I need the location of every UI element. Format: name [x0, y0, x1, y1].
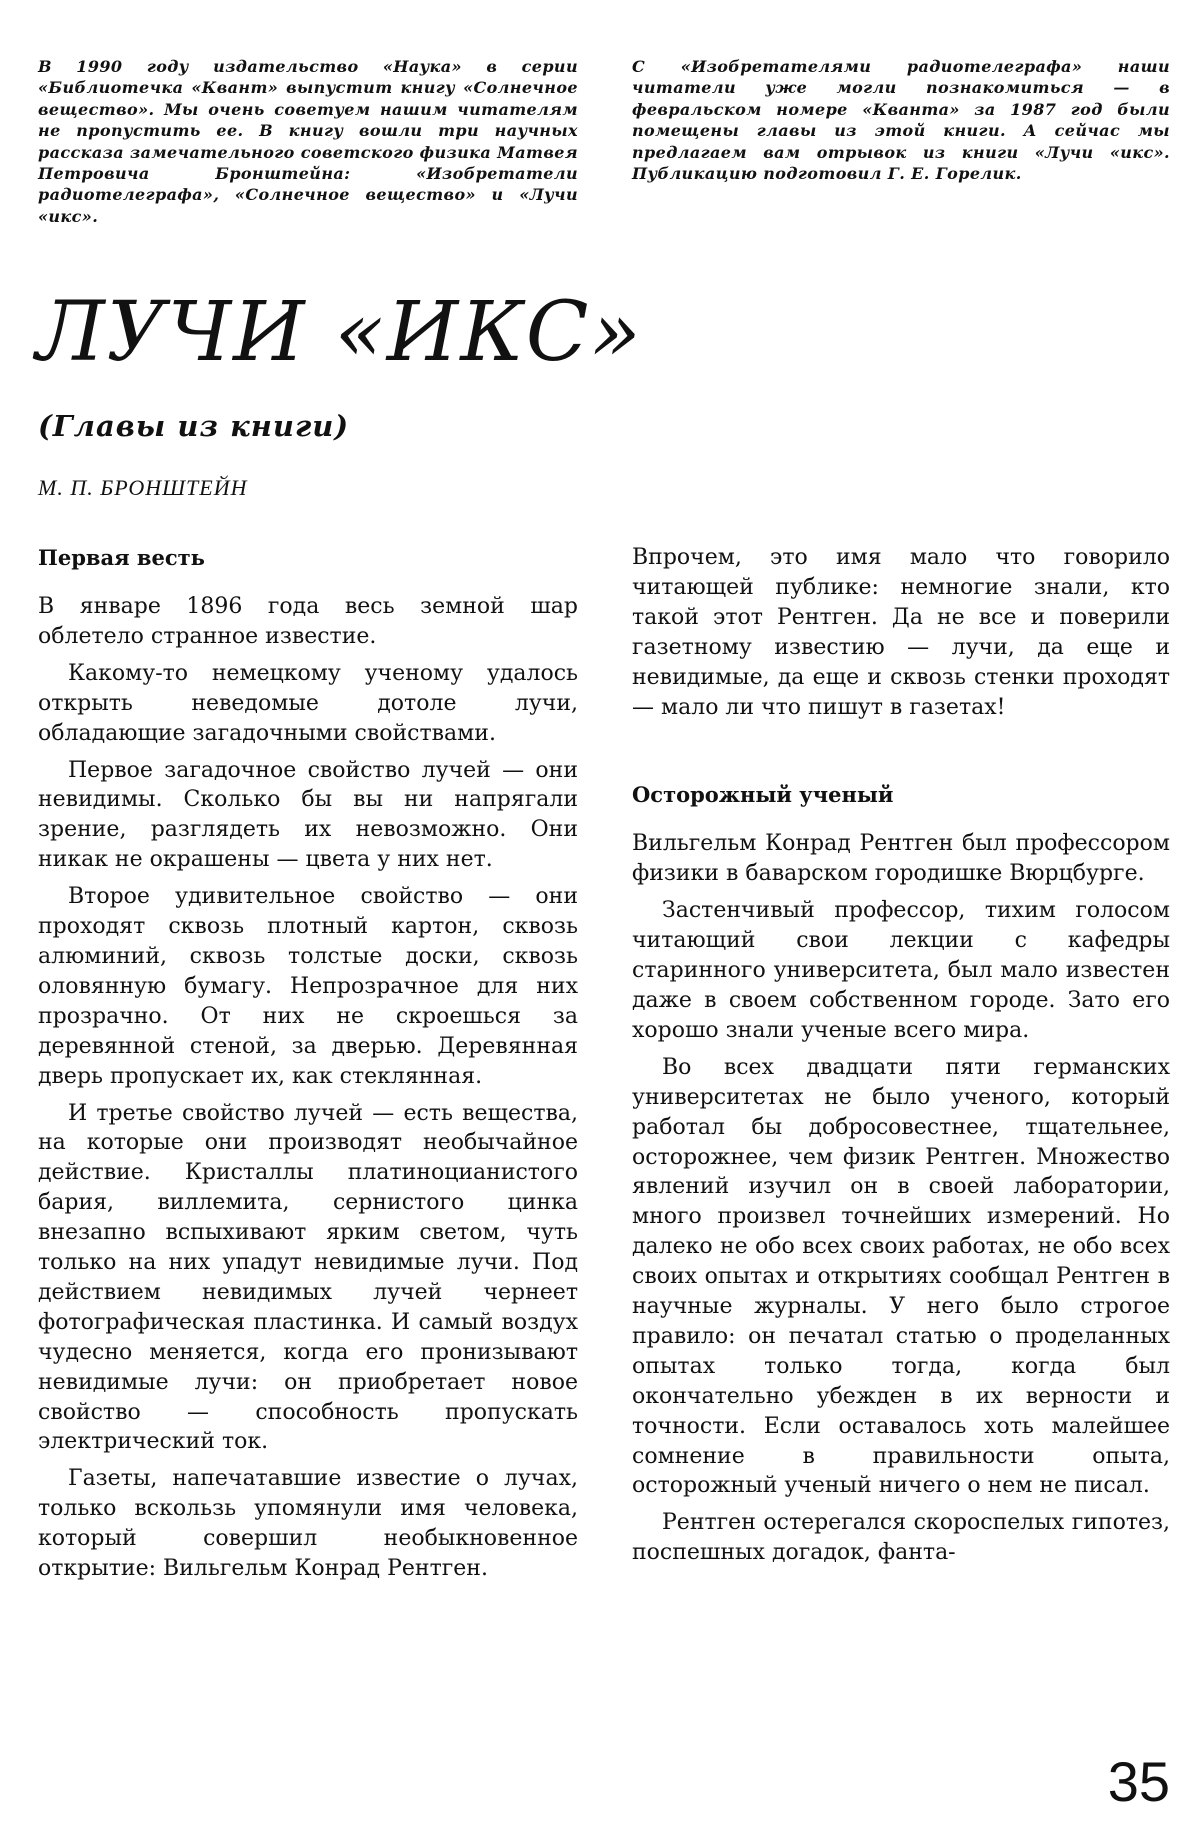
- article-title: ЛУЧИ «ИКС»: [36, 285, 643, 380]
- paragraph: Застенчивый профессор, тихим голосом читающий свои лекции с кафедры старинного университета, был мало известен даже в своем собственном городе. Зато его хорошо знали ученые всего мира.: [632, 898, 1170, 1043]
- paragraph: И третье свойство лучей — есть вещества, на которые они производят необычайное действие. Кристаллы платиноцианистого бария, виллемита, сернистого цинка внезапно вспыхивают ярким светом, чуть только на них упадут невидимые лучи. Под действием невидимых лучей чернеет фотографическая пластинка. И самый воздух чудесно меняется, когда его пронизывают невидимые лучи: он приобретает новое свойство — способность пропускать электрический ток.: [38, 1100, 578, 1455]
- section-heading-careful-scientist: Осторожный ученый: [632, 782, 894, 808]
- right-column: [632, 543, 1170, 1568]
- paragraph: Какому-то немецкому ученому удалось открыть неведомые дотоле лучи, обладающие загадочными свойствами.: [38, 660, 578, 746]
- paragraph: В январе 1896 года весь земной шар облетело странное известие.: [38, 594, 578, 649]
- article-author: М. П. БРОНШТЕЙН: [38, 475, 248, 500]
- paragraph: Второе удивительное свойство — они проходят сквозь плотный картон, сквозь алюминий, сквозь толстые доски, сквозь оловянную бумагу. Непрозрачное для них прозрачно. От них не скроешься за деревянной стеной, за дверью. Деревянная дверь пропускает их, как стеклянная.: [38, 884, 578, 1089]
- page-number: 35: [1107, 1750, 1170, 1813]
- paragraph-continuation: Впрочем, это имя мало что говорило читающей публике: немногие знали, кто такой этот Рентген. Да не все и поверили газетному известию — лучи, да еще и невидимые, да еще и сквозь стенки проходят — мало ли что пишут в газетах!: [632, 545, 1170, 720]
- paragraph: Вильгельм Конрад Рентген был профессором физики в баварском городишке Вюрцбурге.: [632, 831, 1170, 887]
- paragraph: Газеты, напечатавшие известие о лучах, только вскользь упомянули имя человека, который совершил необыкновенное открытие: Вильгельм Конрад Рентген.: [38, 1466, 578, 1582]
- intro-note-left: В 1990 году издательство «Наука» в серии «Библиотечка «Квант» выпустит книгу «Солнечное вещество». Мы очень советуем нашим читателям не пропустить ее. В книгу вошли три научных рассказа замечательного советского физика Матвея Петровича Бронштейна: «Изобретатели радиотелеграфа», «Солнечное вещество» и «Лучи «икс».: [38, 57, 578, 226]
- paragraph: Во всех двадцати пяти германских университетах не было ученого, который работал бы добросовестнее, тщательнее, осторожнее, чем физик Рентген. Множество явлений изучил он в своей лаборатории, много произвел точнейших измерений. Но далеко не обо всех своих работах, не обо всех своих опытах и открытиях сообщал Рентген в научные журналы. У него было строгое правило: он печатал статью о проделанных опытах только тогда, когда был окончательно убежден в их верности и точности. Если оставалось хоть малейшее сомнение в правильности опыта, осторожный ученый ничего о нем не писал.: [632, 1054, 1170, 1499]
- left-column: [38, 543, 578, 1584]
- article-subtitle: (Главы из книги): [38, 409, 350, 443]
- section-heading-first-news: Первая весть: [38, 545, 205, 570]
- paragraph: Рентген остерегался скороспелых гипотез, поспешных догадок, фанта-: [632, 1510, 1170, 1566]
- paragraph: Первое загадочное свойство лучей — они невидимы. Сколько бы вы ни напрягали зрение, разглядеть их невозможно. Они никак не окрашены — цвета у них нет.: [38, 757, 578, 873]
- intro-note-right: С «Изобретателями радиотелеграфа» наши читатели уже могли познакомиться — в февральском номере «Кванта» за 1987 год были помещены главы из этой книги. А сейчас мы предлагаем вам отрывок из книги «Лучи «икс». Публикацию подготовил Г. Е. Горелик.: [632, 57, 1170, 184]
